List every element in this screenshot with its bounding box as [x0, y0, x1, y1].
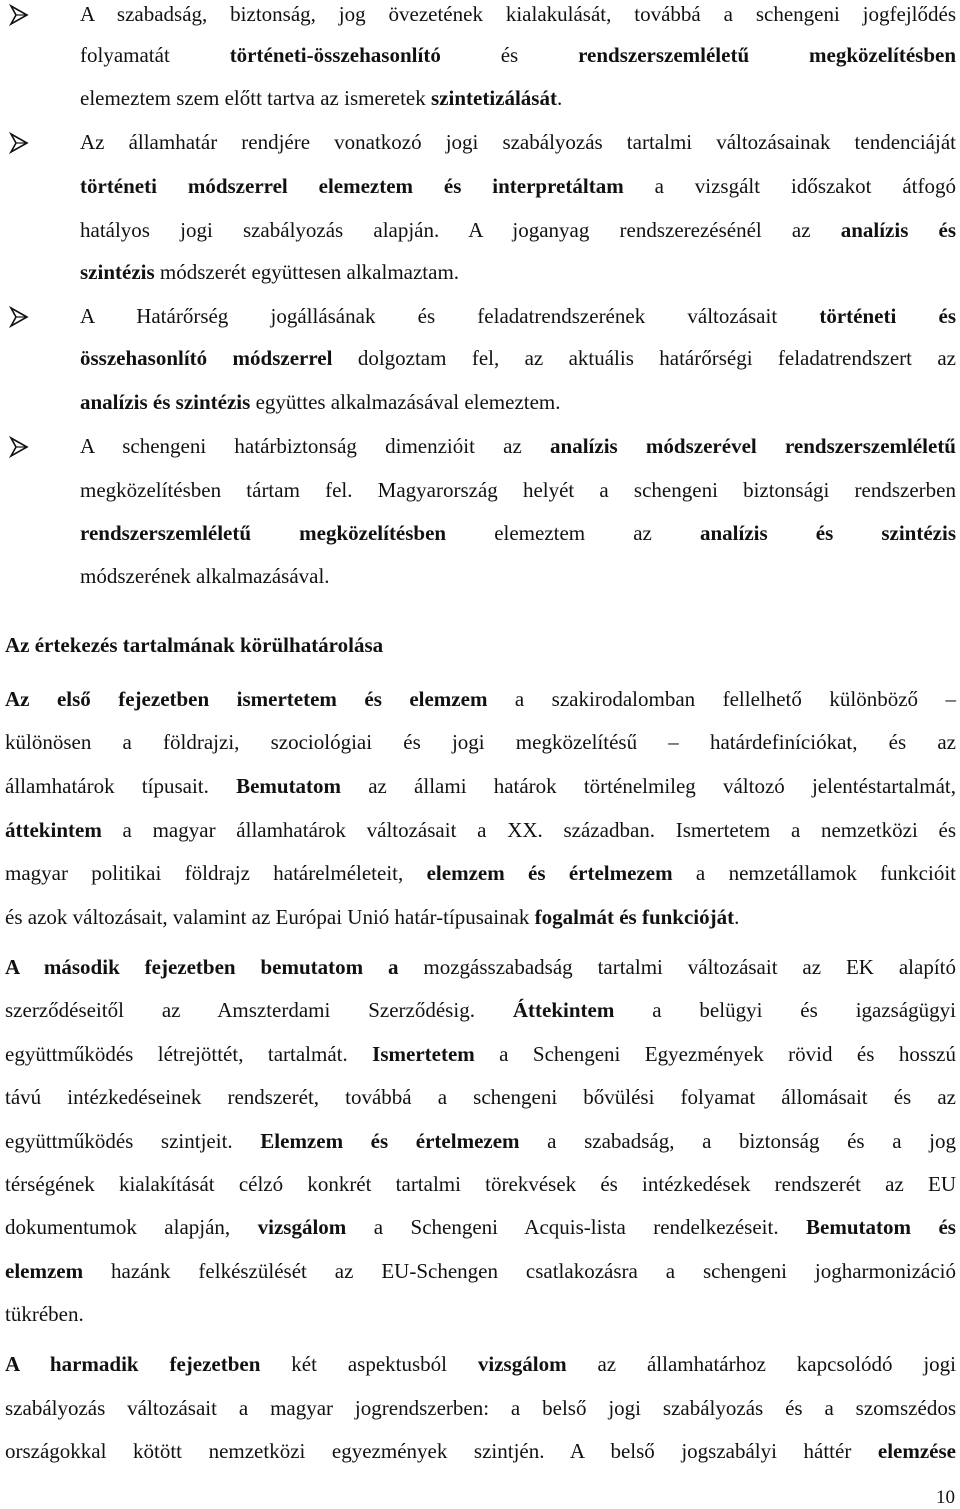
text-run: folyamatát	[80, 43, 230, 67]
bold-text: Ismertetem	[372, 1042, 475, 1066]
text-run: együttes alkalmazásával elemeztem.	[250, 390, 561, 414]
bold-text: analízis és szintézis	[699, 521, 956, 545]
text-line	[5, 998, 956, 1022]
arrow-bullet-icon	[8, 4, 30, 26]
text-run: magyar politikai földrajz határelméleteit,	[5, 861, 427, 885]
bold-text: szintetizálását	[431, 86, 557, 110]
text-run: a nemzetállamok funkcióit	[672, 861, 956, 885]
text-run: a belügyi és igazságügyi	[614, 998, 956, 1022]
text-run: a Schengeni Acquis-lista rendelkezéseit.	[346, 1215, 807, 1239]
text-line	[80, 86, 956, 110]
text-line	[5, 1302, 956, 1326]
text-line	[5, 1172, 956, 1196]
text-run: az állami határok történelmileg változó jelentéstartalmát,	[341, 774, 956, 798]
text-run: a vizsgált időszakot átfogó	[623, 174, 956, 198]
bold-text: történeti-összehasonlító	[229, 43, 441, 67]
text-line	[5, 861, 956, 885]
bold-text: történeti és	[819, 304, 956, 328]
bold-text: történeti módszerrel elemeztem és interpretáltam	[80, 174, 624, 198]
arrow-bullet-icon	[8, 132, 30, 154]
text-line	[80, 434, 956, 458]
text-line	[80, 130, 956, 154]
bold-text: összehasonlító módszerrel	[80, 346, 333, 370]
text-line	[80, 521, 956, 545]
bold-text: rendszerszemléletű megközelítésben	[80, 521, 447, 545]
text-line	[80, 346, 956, 370]
text-run: államhatárok típusait.	[5, 774, 237, 798]
text-line	[80, 390, 956, 414]
text-line	[5, 818, 956, 842]
text-run: megközelítésben tártam fel. Magyarország helyét a schengeni biztonsági rendszerben	[80, 478, 956, 502]
text-run: és	[440, 43, 579, 67]
bold-text: Bemutatom és	[806, 1215, 956, 1239]
bold-text: A harmadik fejezetben	[5, 1352, 261, 1376]
text-line	[5, 1352, 956, 1376]
text-run: országokkal kötött nemzetközi egyezmények szintjén. A belső jogszabályi háttér	[5, 1439, 878, 1463]
text-run: Az államhatár rendjére vonatkozó jogi szabályozás tartalmi változásainak tendenciáját	[80, 130, 956, 154]
text-run	[749, 43, 809, 67]
text-run: az államhatárhoz kapcsolódó jogi	[566, 1352, 957, 1376]
text-run: elemeztem szem előtt tartva az ismeretek	[80, 86, 431, 110]
text-run: tükrében.	[5, 1302, 84, 1326]
text-run: hatályos jogi szabályozás alapján. A joganyag rendszerezésénél az	[80, 218, 841, 242]
arrow-bullet-icon	[8, 436, 30, 458]
text-line	[80, 260, 956, 284]
text-run: módszerének alkalmazásával.	[80, 564, 330, 588]
bold-text: analízis és szintézis	[80, 390, 251, 414]
bold-text: Elemzem és értelmezem	[260, 1129, 520, 1153]
text-line	[5, 730, 956, 754]
bold-text: elemzése	[877, 1439, 956, 1463]
text-run: szerződéseitől az Amszterdami Szerződésig.	[5, 998, 513, 1022]
text-run: a Schengeni Egyezmények rövid és hosszú	[474, 1042, 956, 1066]
text-line	[5, 1396, 956, 1420]
text-run: módszerét együttesen alkalmaztam.	[154, 260, 460, 284]
bold-text: Bemutatom	[236, 774, 342, 798]
bold-text: megközelítésben	[809, 43, 957, 67]
text-run: és azok változásait, valamint az Európai Unió határ-típusainak	[5, 905, 535, 929]
text-line	[80, 2, 956, 26]
bold-text: vizsgálom	[257, 1215, 347, 1239]
text-run: A schengeni határbiztonság dimenzióit az	[80, 434, 551, 458]
text-run: a szakirodalomban fellelhető különböző –	[487, 687, 956, 711]
text-line	[5, 1042, 956, 1066]
bold-text: Az első fejezetben ismertetem és elemzem	[5, 687, 488, 711]
text-line	[5, 1085, 956, 1109]
text-run: együttműködés létrejöttét, tartalmát.	[5, 1042, 373, 1066]
bold-text: elemzem és értelmezem	[426, 861, 673, 885]
bold-text: analízis módszerével rendszerszemléletű	[550, 434, 956, 458]
text-run: mozgásszabadság tartalmi változásait az EK alapító	[398, 955, 956, 979]
text-line	[5, 1439, 956, 1463]
text-run: két aspektusból	[260, 1352, 478, 1376]
text-run: dokumentumok alapján,	[5, 1215, 258, 1239]
text-line	[5, 1129, 956, 1153]
bold-text: szintézis	[80, 260, 155, 284]
page-number: 10	[936, 1487, 955, 1508]
text-line	[5, 687, 956, 711]
bold-text: rendszerszemléletű	[578, 43, 750, 67]
text-line	[5, 1259, 956, 1283]
bold-text: analízis és	[840, 218, 957, 242]
text-run: különösen a földrajzi, szociológiai és jogi megközelítésű – határdefiníciókat, és az	[5, 730, 956, 754]
bold-text: vizsgálom	[477, 1352, 567, 1376]
text-run: A szabadság, biztonság, jog övezetének kialakulását, továbbá a schengeni jogfejlődés	[80, 2, 956, 26]
text-run: térségének kialakítását célzó konkrét tartalmi törekvések és intézkedések rendszerét az EU	[5, 1172, 956, 1196]
bold-text: áttekintem	[5, 818, 102, 842]
bold-text: fogalmát és funkcióját	[534, 905, 735, 929]
text-run: A Határőrség jogállásának és feladatrendszerének változásait	[80, 304, 820, 328]
text-run: a magyar államhatárok változásait a XX. században. Ismertetem a nemzetközi és	[101, 818, 956, 842]
arrow-bullet-icon	[8, 306, 30, 328]
text-line	[5, 774, 956, 798]
text-run: hazánk felkészülését az EU-Schengen csatlakozásra a schengeni jogharmonizáció	[83, 1259, 956, 1283]
text-run: szabályozás változásait a magyar jogrendszerben: a belső jogi szabályozás és a szomszédos	[5, 1396, 956, 1420]
text-line	[5, 955, 956, 979]
section-heading: Az értekezés tartalmának körülhatárolása	[5, 633, 384, 657]
text-run: távú intézkedéseinek rendszerét, továbbá a schengeni bővülési folyamat állomásait és az	[5, 1085, 956, 1109]
bold-text: Áttekintem	[512, 998, 615, 1022]
text-line	[5, 1215, 956, 1239]
text-run: a szabadság, a biztonság és a jog	[519, 1129, 956, 1153]
text-run: együttműködés szintjeit.	[5, 1129, 261, 1153]
text-run: .	[734, 905, 740, 929]
text-line	[5, 905, 956, 929]
text-run: elemeztem az	[446, 521, 700, 545]
bold-text: A második fejezetben bemutatom a	[5, 955, 399, 979]
bold-text: elemzem	[5, 1259, 84, 1283]
text-line	[80, 478, 956, 502]
text-line	[80, 43, 956, 67]
text-run: .	[556, 86, 563, 110]
text-run: dolgoztam fel, az aktuális határőrségi feladatrendszert az	[332, 346, 956, 370]
text-line	[80, 564, 956, 588]
text-line	[80, 304, 956, 328]
text-line	[80, 174, 956, 198]
text-line	[80, 218, 956, 242]
